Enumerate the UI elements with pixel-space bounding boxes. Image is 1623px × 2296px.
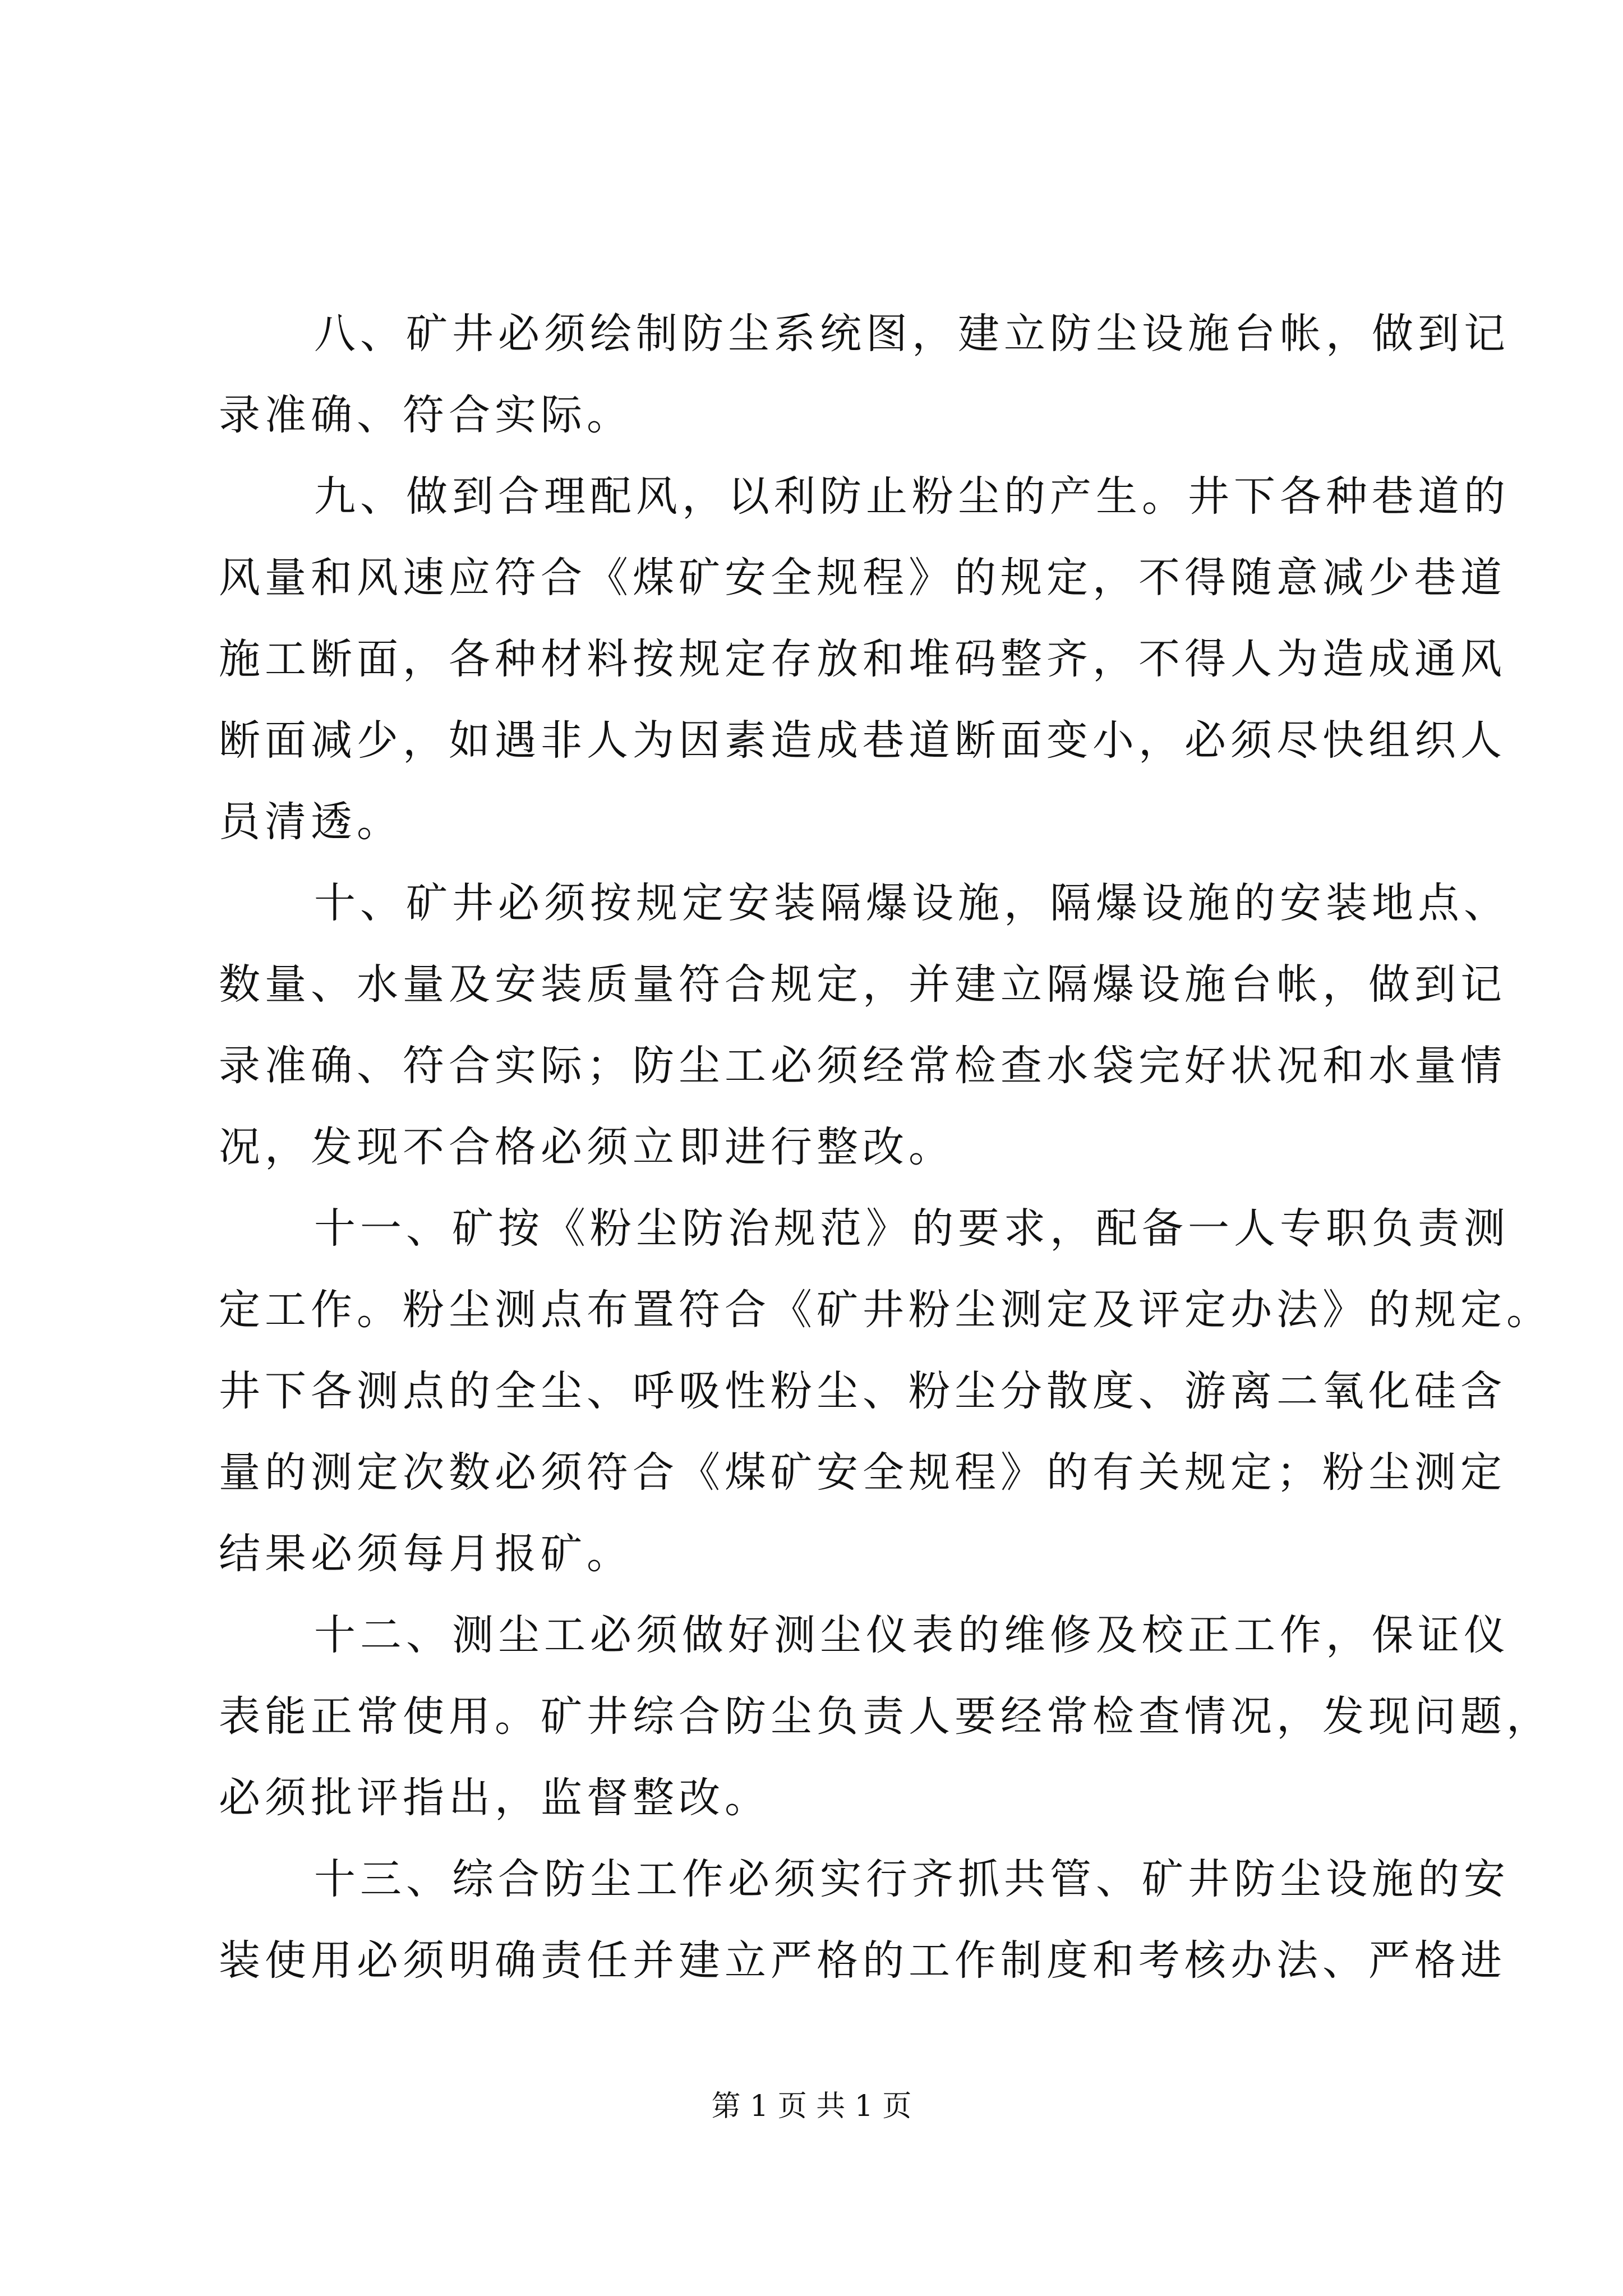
- text-line: 风量和风速应符合《煤矿安全规程》的规定，不得随意减少巷道: [219, 554, 1506, 602]
- text-line: 断面减少，如遇非人为因素造成巷道断面变小，必须尽快组织人: [219, 716, 1506, 765]
- text-line: 数量、水量及安装质量符合规定，并建立隔爆设施台帐，做到记: [219, 960, 1506, 1009]
- text-line: 装使用必须明确责任并建立严格的工作制度和考核办法、严格进: [219, 1936, 1506, 1985]
- text-line: 结果必须每月报矿。: [219, 1530, 633, 1578]
- text-line: 十二、测尘工必须做好测尘仪表的维修及校正工作，保证仪: [314, 1611, 1510, 1659]
- text-line: 十一、矿按《粉尘防治规范》的要求，配备一人专职负责测: [314, 1204, 1510, 1253]
- text-line: 表能正常使用。矿井综合防尘负责人要经常检查情况，发现问题，: [219, 1692, 1552, 1741]
- text-line: 员清透。: [219, 798, 403, 846]
- text-line: 十、矿井必须按规定安装隔爆设施，隔爆设施的安装地点、: [314, 879, 1510, 927]
- page-footer: 第 1 页 共 1 页: [711, 2090, 912, 2123]
- text-line: 录准确、符合实际；防尘工必须经常检查水袋完好状况和水量情: [219, 1042, 1506, 1090]
- text-line: 十三、综合防尘工作必须实行齐抓共管、矿井防尘设施的安: [314, 1855, 1510, 1903]
- text-line: 量的测定次数必须符合《煤矿安全规程》的有关规定；粉尘测定: [219, 1448, 1506, 1497]
- text-line: 况，发现不合格必须立即进行整改。: [219, 1123, 955, 1171]
- text-line: 必须批评指出，监督整改。: [219, 1774, 771, 1822]
- text-line: 八、矿井必须绘制防尘系统图，建立防尘设施台帐，做到记: [314, 310, 1510, 358]
- text-line: 九、做到合理配风，以利防止粉尘的产生。井下各种巷道的: [314, 472, 1510, 521]
- text-line: 井下各测点的全尘、呼吸性粉尘、粉尘分散度、游离二氧化硅含: [219, 1367, 1506, 1415]
- text-line: 施工断面，各种材料按规定存放和堆码整齐，不得人为造成通风: [219, 635, 1506, 683]
- text-line: 录准确、符合实际。: [219, 391, 633, 439]
- text-line: 定工作。粉尘测点布置符合《矿井粉尘测定及评定办法》的规定。: [219, 1286, 1552, 1334]
